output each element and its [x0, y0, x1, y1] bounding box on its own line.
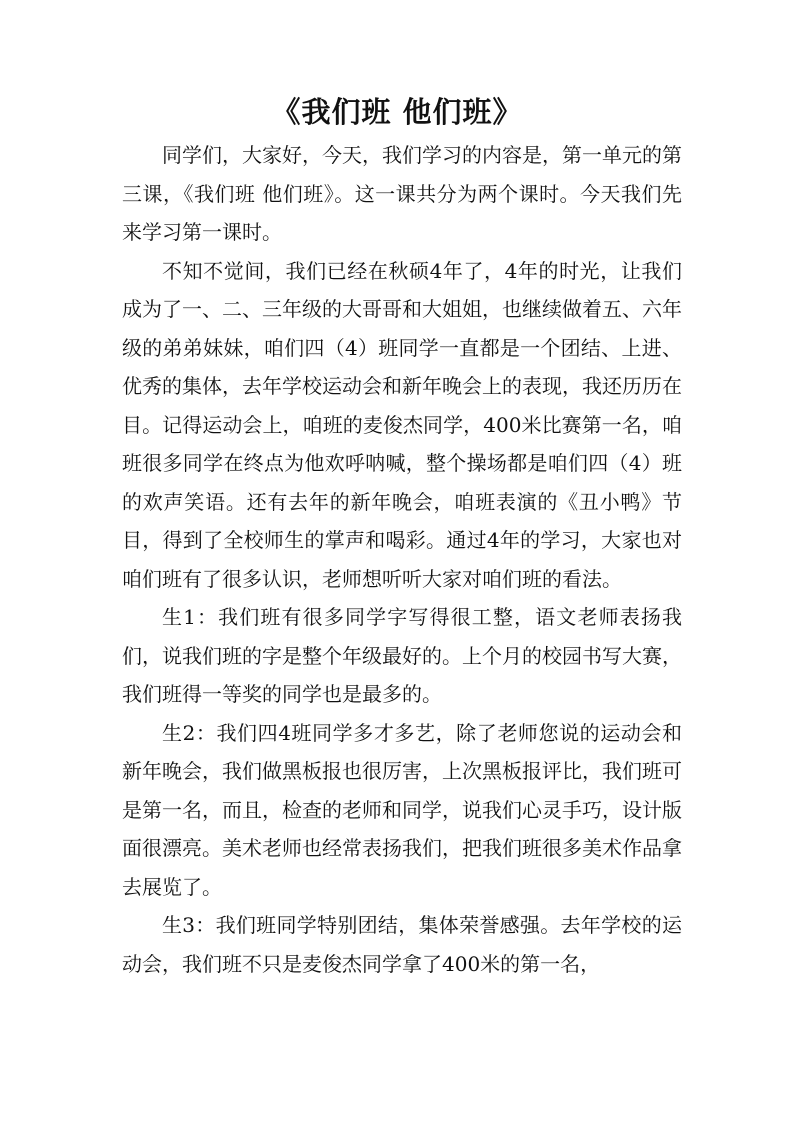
paragraph-student-3: 生3：我们班同学特别团结，集体荣誉感强。去年学校的运动会，我们班不只是麦俊杰同学拿了400米的第一名，	[122, 913, 682, 976]
paragraph-intro: 同学们，大家好，今天，我们学习的内容是，第一单元的第三课，《我们班 他们班》。这一课共分为两个课时。今天我们先来学习第一课时。	[122, 143, 682, 244]
paragraph-student-1: 生1：我们班有很多同学字写得很工整，语文老师表扬我们，说我们班的字是整个年级最好的。上个月的校园书写大赛，我们班得一等奖的同学也是最多的。	[122, 605, 682, 706]
paragraph-student-2: 生2：我们四4班同学多才多艺，除了老师您说的运动会和新年晚会，我们做黑板报也很厉害，上次黑板报评比，我们班可是第一名，而且，检查的老师和同学，说我们心灵手巧，设计版面很漂亮。美术老师也经常表扬我们，把我们班很多美术作品拿去展览了。	[122, 720, 682, 899]
paragraph-class-story: 不知不觉间，我们已经在秋硕4年了，4年的时光，让我们成为了一、二、三年级的大哥哥和大姐姐，也继续做着五、六年级的弟弟妹妹，咱们四（4）班同学一直都是一个团结、上进、优秀的集体，去年学校运动会和新年晚会上的表现，我还历历在目。记得运动会上，咱班的麦俊杰同学，400米比赛第一名，咱班很多同学在终点为他欢呼呐喊，整个操场都是咱们四（4）班的欢声笑语。还有去年的新年晚会，咱班表演的《丑小鸭》节目，得到了全校师生的掌声和喝彩。通过4年的学习，大家也对咱们班有了很多认识，老师想听听大家对咱们班的看法。	[122, 258, 682, 591]
document-title: 《我们班 他们班》	[271, 95, 523, 129]
document-body	[122, 136, 682, 983]
